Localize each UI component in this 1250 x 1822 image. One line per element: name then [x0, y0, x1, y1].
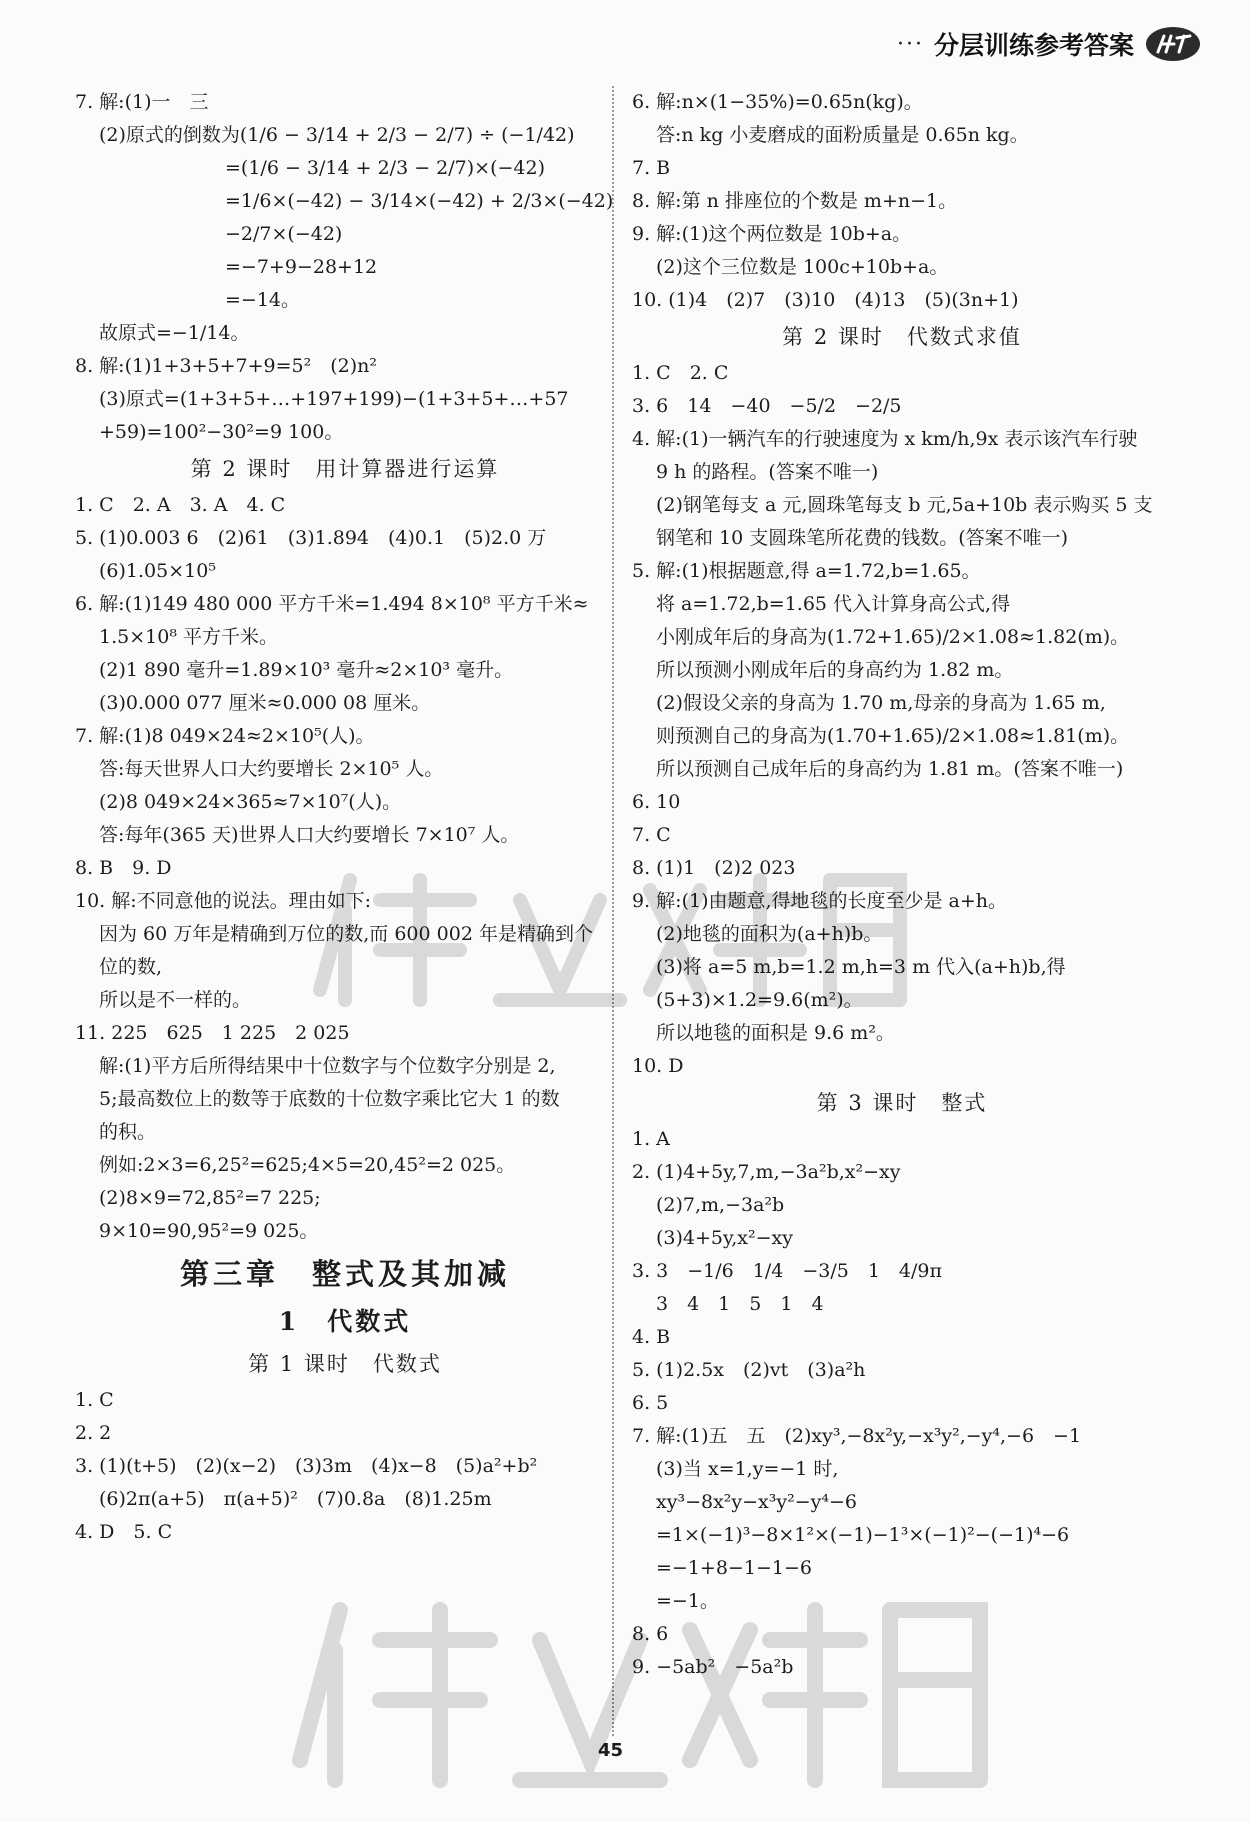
answer-line: 11. 225 625 1 225 2 025	[75, 1022, 350, 1044]
answer-line: 所以预测自己成年后的身高约为 1.81 m。(答案不唯一)	[656, 758, 1124, 780]
answer-line: (3)原式=(1+3+5+…+197+199)−(1+3+5+…+57	[99, 388, 569, 410]
answer-line: 小刚成年后的身高为(1.72+1.65)/2×1.08≈1.82(m)。	[656, 626, 1130, 648]
answer-line: 则预测自己的身高为(1.70+1.65)/2×1.08≈1.81(m)。	[656, 725, 1130, 747]
answer-line: (2)1 890 毫升=1.89×10³ 毫升≈2×10³ 毫升。	[99, 659, 514, 681]
answer-line: 9. 解:(1)由题意,得地毯的长度至少是 a+h。	[632, 890, 1008, 912]
answer-line: (2)这个三位数是 100c+10b+a。	[656, 256, 949, 278]
answer-line: 所以是不一样的。	[99, 989, 252, 1011]
answer-line: (2)8×9=72,85²=7 225;	[99, 1187, 321, 1209]
answer-line: +59)=100²−30²=9 100。	[99, 421, 344, 443]
answer-line: 1. A	[632, 1128, 670, 1150]
answer-line: 4. 解:(1)一辆汽车的行驶速度为 x km/h,9x 表示该汽车行驶	[632, 428, 1138, 450]
subchapter-heading: 1 代数式	[278, 1307, 412, 1336]
section-heading: 第 3 课时 整式	[816, 1091, 988, 1115]
answer-line: 6. 10	[632, 791, 681, 813]
answer-line: 2. (1)4+5y,7,m,−3a²b,x²−xy	[632, 1161, 901, 1183]
answer-line: =−1。	[656, 1590, 719, 1612]
page-number: 45	[598, 1740, 624, 1761]
answer-line: 将 a=1.72,b=1.65 代入计算身高公式,得	[656, 593, 1011, 615]
page-header	[897, 18, 1202, 70]
answer-line: 所以预测小刚成年后的身高约为 1.82 m。	[656, 659, 1014, 681]
answer-line: 8. 解:(1)1+3+5+7+9=5² (2)n²	[75, 355, 377, 377]
answer-line: 10. (1)4 (2)7 (3)10 (4)13 (5)(3n+1)	[632, 289, 1019, 311]
answer-line: (3)将 a=5 m,b=1.2 m,h=3 m 代入(a+h)b,得	[656, 956, 1066, 978]
answer-line: =(1/6 − 3/14 + 2/3 − 2/7)×(−42)	[225, 157, 545, 179]
answer-line: (5+3)×1.2=9.6(m²)。	[656, 989, 863, 1011]
section-heading: 第 2 课时 用计算器进行运算	[190, 457, 500, 481]
answer-line: 1. C	[75, 1389, 114, 1411]
left-column	[75, 86, 615, 1549]
answer-line: 的积。	[99, 1121, 157, 1143]
answer-line: 7. 解:(1)8 049×24≈2×10⁵(人)。	[75, 725, 375, 747]
section-heading: 第 1 课时 代数式	[248, 1352, 442, 1376]
answer-line: 8. B 9. D	[75, 857, 172, 879]
answer-line: (3)4+5y,x²−xy	[656, 1227, 793, 1249]
answer-line: 所以地毯的面积是 9.6 m²。	[656, 1022, 895, 1044]
answer-line: 3. 6 14 −40 −5/2 −2/5	[632, 395, 902, 417]
answer-line: 5;最高数位上的数等于底数的十位数字乘比它大 1 的数	[99, 1088, 560, 1110]
answer-line: 4. D 5. C	[75, 1521, 173, 1543]
answer-line: (2)7,m,−3a²b	[656, 1194, 785, 1216]
answer-line: 1. C 2. A 3. A 4. C	[75, 494, 286, 516]
answer-line: 7. B	[632, 157, 671, 179]
answer-line: 8. 6	[632, 1623, 669, 1645]
answer-line: 5. (1)0.003 6 (2)61 (3)1.894 (4)0.1 (5)2.0 万	[75, 527, 547, 549]
answer-line: 7. 解:(1)五 五 (2)xy³,−8x²y,−x³y²,−y⁴,−6 −1	[632, 1425, 1082, 1447]
answer-line: 钢笔和 10 支圆珠笔所花费的钱数。(答案不唯一)	[656, 527, 1069, 549]
chapter-heading: 第三章 整式及其加减	[179, 1257, 510, 1291]
answer-line: 答:每天世界人口大约要增长 2×10⁵ 人。	[99, 758, 444, 780]
answer-line: 5. (1)2.5x (2)vt (3)a²h	[632, 1359, 866, 1381]
answer-line: 答:n kg 小麦磨成的面粉质量是 0.65n kg。	[656, 124, 1029, 146]
answer-line: 7. 解:(1)一 三	[75, 91, 209, 113]
answer-line: 位的数,	[99, 956, 163, 978]
right-column	[632, 86, 1172, 1684]
answer-line: xy³−8x²y−x³y²−y⁴−6	[656, 1491, 858, 1513]
answer-line: 答:每年(365 天)世界人口大约要增长 7×10⁷ 人。	[99, 824, 520, 846]
brand-logo-icon	[1144, 24, 1202, 64]
section-heading: 第 2 课时 代数式求值	[782, 325, 1022, 349]
answer-line: (2)8 049×24×365≈7×10⁷(人)。	[99, 791, 402, 813]
answer-line: 10. 解:不同意他的说法。理由如下:	[75, 890, 372, 912]
answer-line: (2)地毯的面积为(a+h)b。	[656, 923, 883, 945]
answer-line: (2)原式的倒数为(1/6 − 3/14 + 2/3 − 2/7) ÷ (−1/42)	[99, 124, 575, 146]
answer-line: =−14。	[225, 289, 301, 311]
answer-line: 2. 2	[75, 1422, 112, 1444]
answer-line: 4. B	[632, 1326, 671, 1348]
answer-line: (6)1.05×10⁵	[99, 560, 216, 582]
answer-line: 3. 3 −1/6 1/4 −3/5 1 4/9π	[632, 1260, 942, 1282]
answer-line: 1. C 2. C	[632, 362, 729, 384]
answer-line: 故原式=−1/14。	[99, 322, 250, 344]
answer-line: 9×10=90,95²=9 025。	[99, 1220, 319, 1242]
header-dots: ···	[897, 31, 924, 57]
answer-line: =1/6×(−42) − 3/14×(−42) + 2/3×(−42)	[225, 190, 614, 212]
answer-line: 8. 解:第 n 排座位的个数是 m+n−1。	[632, 190, 958, 212]
answer-line: 1.5×10⁸ 平方千米。	[99, 626, 278, 648]
answer-line: 6. 解:(1)149 480 000 平方千米=1.494 8×10⁸ 平方千米≈	[75, 593, 589, 615]
answer-line: −2/7×(−42)	[225, 223, 343, 245]
answer-line: 3 4 1 5 1 4	[656, 1293, 824, 1315]
answer-line: (2)钢笔每支 a 元,圆珠笔每支 b 元,5a+10b 表示购买 5 支	[656, 494, 1153, 516]
answer-line: =1×(−1)³−8×1²×(−1)−1³×(−1)²−(−1)⁴−6	[656, 1524, 1070, 1546]
answer-line: 5. 解:(1)根据题意,得 a=1.72,b=1.65。	[632, 560, 981, 582]
answer-line: 7. C	[632, 824, 671, 846]
answer-line: 6. 解:n×(1−35%)=0.65n(kg)。	[632, 91, 923, 113]
answer-line: =−1+8−1−1−6	[656, 1557, 812, 1579]
answer-line: =−7+9−28+12	[225, 256, 378, 278]
answer-line: 9. 解:(1)这个两位数是 10b+a。	[632, 223, 912, 245]
answer-line: 解:(1)平方后所得结果中十位数字与个位数字分别是 2,	[99, 1055, 556, 1077]
answer-line: 8. (1)1 (2)2 023	[632, 857, 796, 879]
answer-line: 3. (1)(t+5) (2)(x−2) (3)3m (4)x−8 (5)a²+b²	[75, 1455, 538, 1477]
header-title: 分层训练参考答案	[933, 31, 1134, 60]
answer-line: 10. D	[632, 1055, 684, 1077]
answer-line: (3)当 x=1,y=−1 时,	[656, 1458, 839, 1480]
answer-line: (6)2π(a+5) π(a+5)² (7)0.8a (8)1.25m	[99, 1488, 492, 1510]
answer-line: 因为 60 万年是精确到万位的数,而 600 002 年是精确到个	[99, 923, 593, 945]
answer-line: 9. −5ab² −5a²b	[632, 1656, 794, 1678]
answer-line: 例如:2×3=6,25²=625;4×5=20,45²=2 025。	[99, 1154, 516, 1176]
answer-line: 9 h 的路程。(答案不唯一)	[656, 461, 879, 483]
answer-line: 6. 5	[632, 1392, 669, 1414]
answer-line: (2)假设父亲的身高为 1.70 m,母亲的身高为 1.65 m,	[656, 692, 1106, 714]
answer-line: (3)0.000 077 厘米≈0.000 08 厘米。	[99, 692, 431, 714]
